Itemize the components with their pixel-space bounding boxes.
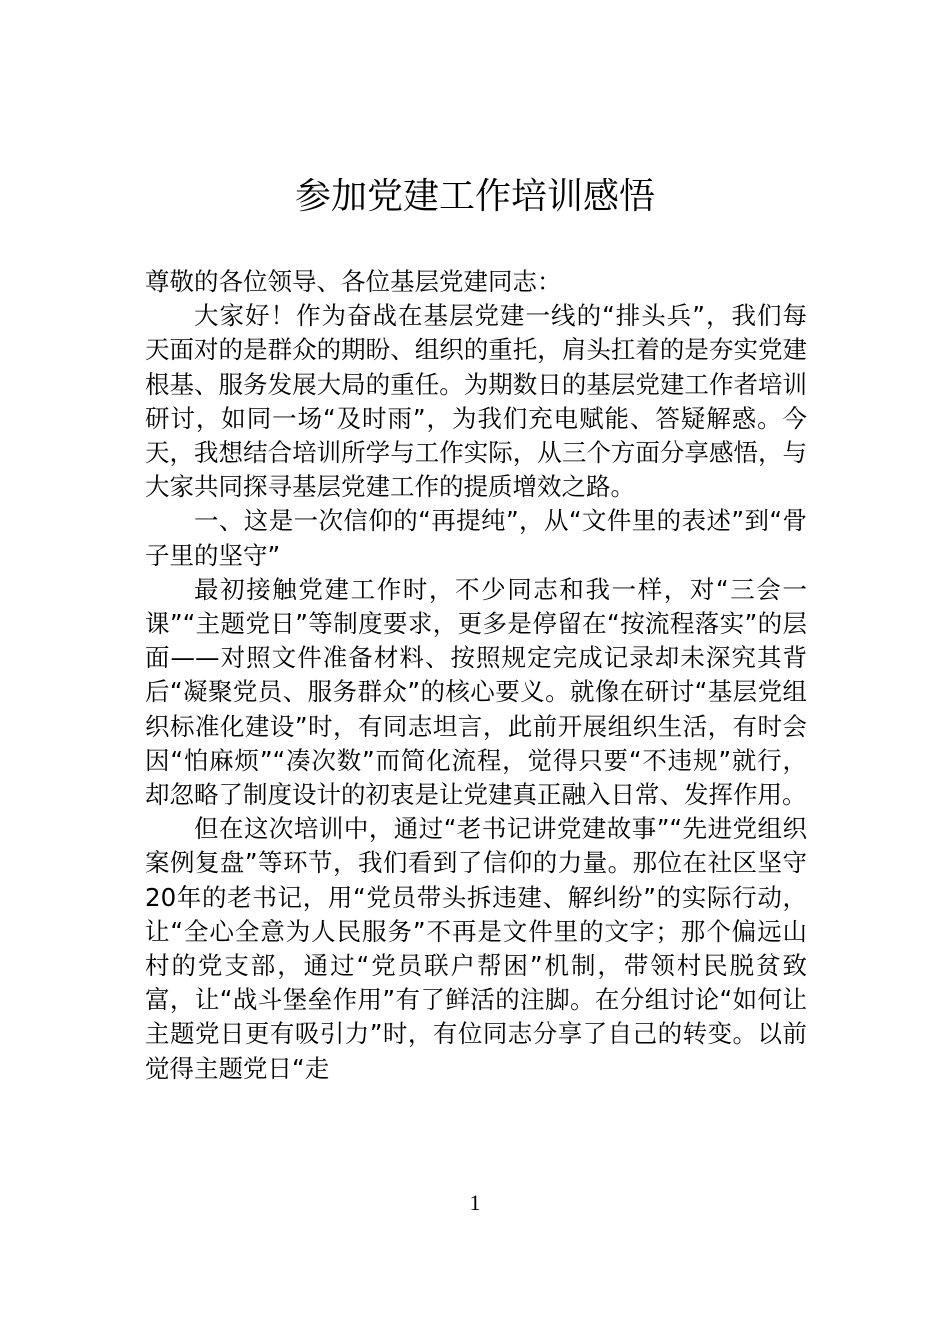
paragraph-greeting: 大家好！作为奋战在基层党建一线的“排头兵”，我们每天面对的是群众的期盼、组织的重托，肩头扛着的是夯实党建根基、服务发展大局的重任。为期数日的基层党建工作者培训研讨，如同一场“及时雨”，为我们充电赋能、答疑解惑。今天，我想结合培训所学与工作实际，从三个方面分享感悟，与大家共同探寻基层党建工作的提质增效之路。 [145,301,807,502]
paragraph-section1-training: 但在这次培训中，通过“老书记讲党建故事”“先进党组织案例复盘”等环节，我们看到了信仰的力量。那位在社区坚守20年的老书记，用“党员带头拆违建、解纠纷”的实际行动，让“全心全意为人民服务”不再是文件里的文字；那个偏远山村的党支部，通过“党员联户帮困”机制，带领村民脱贫致富，让“战斗堡垒作用”有了鲜活的注脚。在分组讨论“如何让主题党日更有吸引力”时，有位同志分享了自己的转变。以前觉得主题党日“走 [145,814,807,1083]
document-body [145,265,807,1086]
page-number: 1 [469,1190,481,1215]
section-heading-1: 一、这是一次信仰的“再提纯”，从“文件里的表述”到“骨子里的坚守” [145,506,807,570]
salutation: 尊敬的各位领导、各位基层党建同志： [145,267,562,296]
document-title: 参加党建工作培训感悟 [294,176,655,217]
paragraph-section1-intro: 最初接触党建工作时，不少同志和我一样，对“三会一课”“主题党日”等制度要求，更多是停留在“按流程落实”的层面——对照文件准备材料、按照规定完成记录却未深究其背后“凝聚党员、服务群众”的核心要义。就像在研讨“基层党组织标准化建设”时，有同志坦言，此前开展组织生活，有时会因“怕麻烦”“凑次数”而简化流程，觉得只要“不违规”就行，却忽略了制度设计的初衷是让党建真正融入日常、发挥作用。 [145,574,807,810]
